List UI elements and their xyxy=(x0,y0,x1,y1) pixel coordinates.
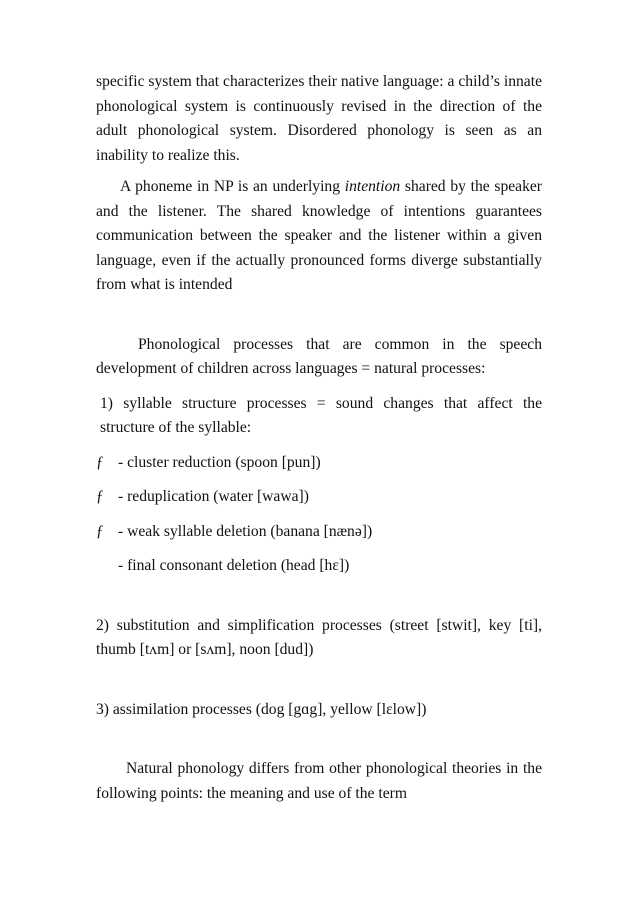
bullet-glyph: ƒ xyxy=(96,488,104,505)
list-item xyxy=(96,520,542,545)
list-item xyxy=(96,554,542,579)
paragraph-2-text-a: A phoneme in NP is an underlying xyxy=(120,178,345,195)
list-item-text: - cluster reduction (spoon [pun]) xyxy=(118,453,321,471)
paragraph-5: 2) substitution and simplification processes (street [stwit], key [ti], thumb [tʌm] or [sʌm], noon [dud]) xyxy=(96,616,542,658)
paragraph-3: Phonological processes that are common in the speech development of children across languages = natural processes: xyxy=(96,335,542,377)
document-page xyxy=(96,70,542,806)
paragraph-4: 1) syllable structure processes = sound changes that affect the structure of the syllable: xyxy=(100,394,542,436)
paragraph-2-emphasis: intention xyxy=(344,178,401,195)
list-item-text: - final consonant deletion (head [hɛ]) xyxy=(118,557,350,574)
paragraph-2-text-b: shared by the speaker and the listener. The shared knowledge of intentions guarantees communication between the speaker and the listener within a given language, even if the actually pronounced forms diverge substantially from what is intended xyxy=(96,178,543,293)
list-item-text: - reduplication (water [wawa]) xyxy=(118,488,309,505)
bullet-glyph: ƒ xyxy=(96,522,104,540)
paragraph-1: specific system that characterizes their native language: a child’s innate phonological system is continuously revised in the direction of the adult phonological system. Disordered phonology is seen as an inability to realize this. xyxy=(96,73,542,164)
bullet-glyph: ƒ xyxy=(96,453,104,471)
paragraph-7: Natural phonology differs from other phonological theories in the following points: the meaning and use of the term xyxy=(96,760,542,802)
list-item xyxy=(96,485,542,510)
list-item xyxy=(96,451,542,476)
paragraph-6: 3) assimilation processes (dog [gɑg], yellow [lɛlow]) xyxy=(96,700,427,718)
list-item-text: - weak syllable deletion (banana [nænə]) xyxy=(118,522,373,540)
paragraph-2 xyxy=(96,175,542,298)
